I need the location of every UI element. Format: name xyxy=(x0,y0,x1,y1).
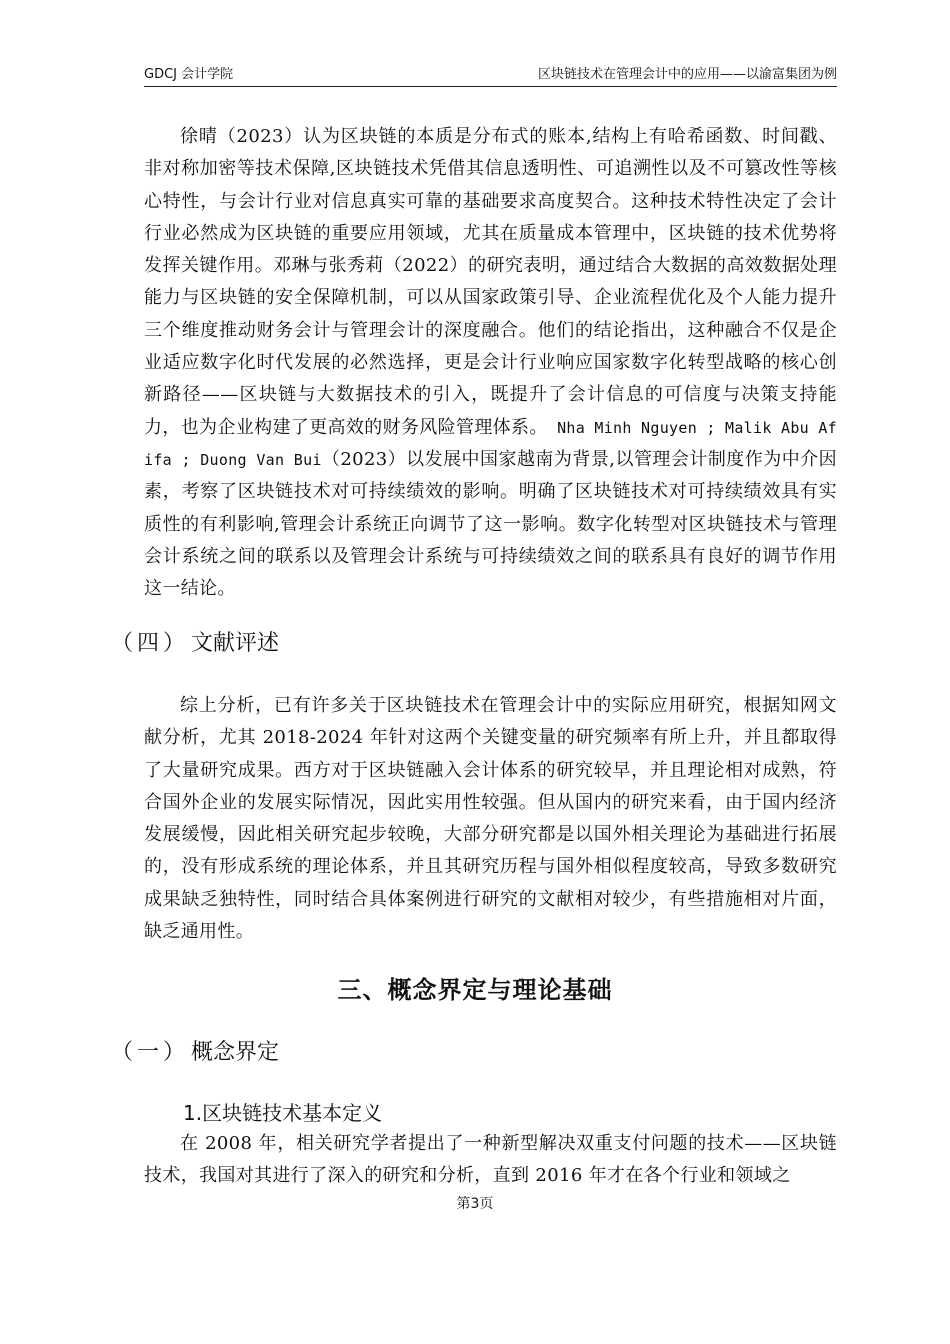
literature-review-block xyxy=(144,690,837,948)
section-heading-literature-review xyxy=(111,630,279,658)
body-paragraph-literature xyxy=(144,121,837,605)
section-title: 概念界定 xyxy=(191,1040,280,1065)
subsection-title-blockchain-definition: 1.区块链技术基本定义 xyxy=(183,1101,383,1125)
running-header-left: GDCJ 会计学院 xyxy=(144,67,234,82)
section-heading-concept-definition xyxy=(111,1039,279,1067)
running-header-right: 区块链技术在管理会计中的应用——以渝富集团为例 xyxy=(537,67,837,82)
section-number: （一） xyxy=(111,1040,190,1065)
paragraph-text-part-a: 徐晴（2023）认为区块链的本质是分布式的账本,结构上有哈希函数、时间戳、非对称加密等技术保障,区块链技术凭借其信息透明性、可追溯性以及不可篡改性等核心特性，与会计行业对信息真实可靠的基础要求高度契合。这种技术特性决定了会计行业必然成为区块链的重要应用领域，尤其在质量成本管理中，区块链的技术优势将发挥关键作用。邓琳与张秀莉（2022）的研究表明，通过结合大数据的高效数据处理能力与区块链的安全保障机制，可以从国家政策引导、企业流程优化及个人能力提升三个维度推动财务会计与管理会计的深度融合。他们的结论指出，这种融合不仅是企业适应数字化时代发展的必然选择，更是会计行业响应国家数字化转型战略的核心创新路径——区块链与大数据技术的引入，既提升了会计信息的可信度与决策支持能力，也为企业构建了更高效的财务风险管理体系。 xyxy=(144,126,837,438)
body-text-block xyxy=(144,121,837,605)
page-number: 第3页 xyxy=(456,1196,494,1212)
section-number: （四） xyxy=(111,631,190,656)
header-divider xyxy=(144,86,837,87)
blockchain-definition-paragraph: 在 2008 年，相关研究学者提出了一种新型解决双重支付问题的技术——区块链技术，我国对其进行了深入的研究和分析，直到 2016 年才在各个行业和领域之 xyxy=(144,1133,837,1187)
chapter-title: 三、概念界定与理论基础 xyxy=(337,976,613,1004)
section-title: 文献评述 xyxy=(191,631,280,656)
literature-review-paragraph: 综上分析，已有许多关于区块链技术在管理会计中的实际应用研究，根据知网文献分析，尤其 2018-2024 年针对这两个关键变量的研究频率有所上升，并且都取得了大量研究成果。西方对于区块链融入会计体系的研究较早，并且理论相对成熟，符合国外企业的发展实际情况，因此实用性较强。但从国内的研究来看，由于国内经济发展缓慢，因此相关研究起步较晚，大部分研究都是以国外相关理论为基础进行拓展的，没有形成系统的理论体系，并且其研究历程与国外相似程度较高，导致多数研究成果缺乏独特性，同时结合具体案例进行研究的文献相对较少，有些措施相对片面，缺乏通用性。 xyxy=(144,695,837,943)
blockchain-definition-block xyxy=(144,1128,837,1193)
paragraph-author-names: Nha Minh Nguyen ; Malik Abu Afifa ; Duong Van Bui xyxy=(144,418,837,469)
paragraph-text-part-b: （2023）以发展中国家越南为背景,以管理会计制度作为中介因素，考察了区块链技术对可持续绩效的影响。明确了区块链技术对可持续绩效具有实质性的有利影响,管理会计系统正向调节了这一影响。数字化转型对区块链技术与管理会计系统之间的联系以及管理会计系统与可持续绩效之间的联系具有良好的调节作用这一结论。 xyxy=(144,448,837,600)
